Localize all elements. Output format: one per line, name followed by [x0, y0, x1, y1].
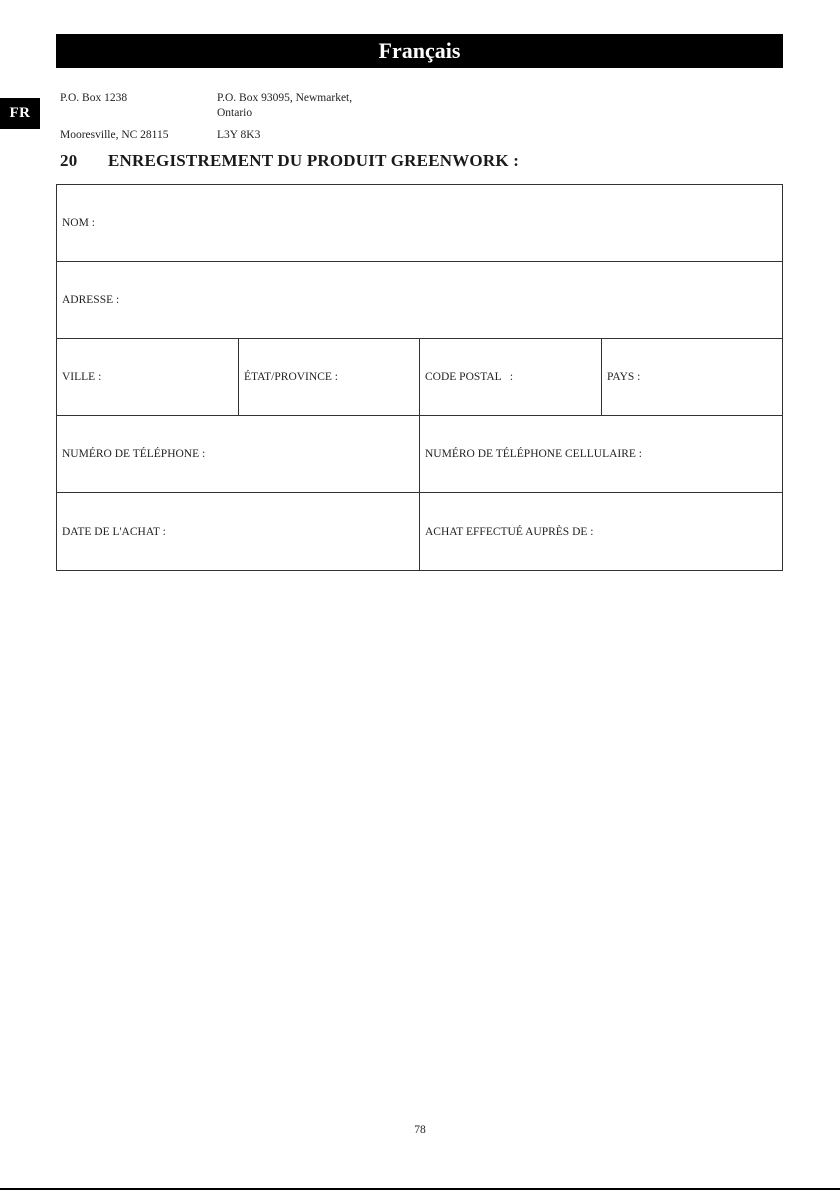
- address-label: ADRESSE :: [62, 294, 120, 306]
- address-field[interactable]: [57, 262, 782, 338]
- language-title: Français: [378, 38, 461, 63]
- page-number: 78: [414, 1124, 426, 1136]
- form-row-name: [57, 185, 782, 262]
- city-label: VILLE :: [62, 371, 102, 383]
- purchase-date-field[interactable]: [57, 493, 420, 570]
- cell-phone-field[interactable]: [420, 416, 782, 492]
- language-tab-label: FR: [9, 105, 31, 121]
- form-row-purchase: [57, 493, 782, 570]
- section-title: ENREGISTREMENT DU PRODUIT GREENWORK :: [108, 151, 520, 170]
- purchased-from-field[interactable]: [420, 493, 782, 570]
- purchase-date-label: DATE DE L'ACHAT :: [62, 525, 166, 538]
- section-number: 20: [60, 151, 78, 170]
- ca-address-line1: P.O. Box 93095, Newmarket,: [217, 92, 353, 104]
- form-row-address: [57, 262, 782, 339]
- us-address-line1: P.O. Box 1238: [60, 92, 128, 104]
- ca-address-line1b: Ontario: [217, 107, 253, 119]
- cell-phone-label: NUMÉRO DE TÉLÉPHONE CELLULAIRE :: [425, 448, 642, 460]
- state-label: ÉTAT/PROVINCE :: [244, 371, 338, 383]
- language-tab: [0, 98, 40, 129]
- purchased-from-label: ACHAT EFFECTUÉ AUPRÈS DE :: [425, 525, 594, 538]
- bottom-rule: [0, 1188, 840, 1190]
- country-label: PAYS :: [607, 371, 641, 383]
- registration-form: [56, 184, 783, 571]
- us-address-line2: Mooresville, NC 28115: [60, 129, 169, 141]
- phone-label: NUMÉRO DE TÉLÉPHONE :: [62, 448, 206, 460]
- form-row-location: [57, 339, 782, 416]
- ca-address-line2: L3Y 8K3: [217, 129, 261, 141]
- country-field[interactable]: [602, 339, 782, 415]
- state-field[interactable]: [239, 339, 420, 415]
- city-field[interactable]: [57, 339, 239, 415]
- postal-code-field[interactable]: [420, 339, 602, 415]
- name-label: NOM :: [62, 217, 95, 229]
- form-row-phone: [57, 416, 782, 493]
- name-field[interactable]: [57, 185, 782, 261]
- postal-code-label: CODE POSTAL :: [425, 371, 514, 383]
- section-heading: [60, 151, 519, 171]
- language-banner: [56, 34, 783, 68]
- phone-field[interactable]: [57, 416, 420, 492]
